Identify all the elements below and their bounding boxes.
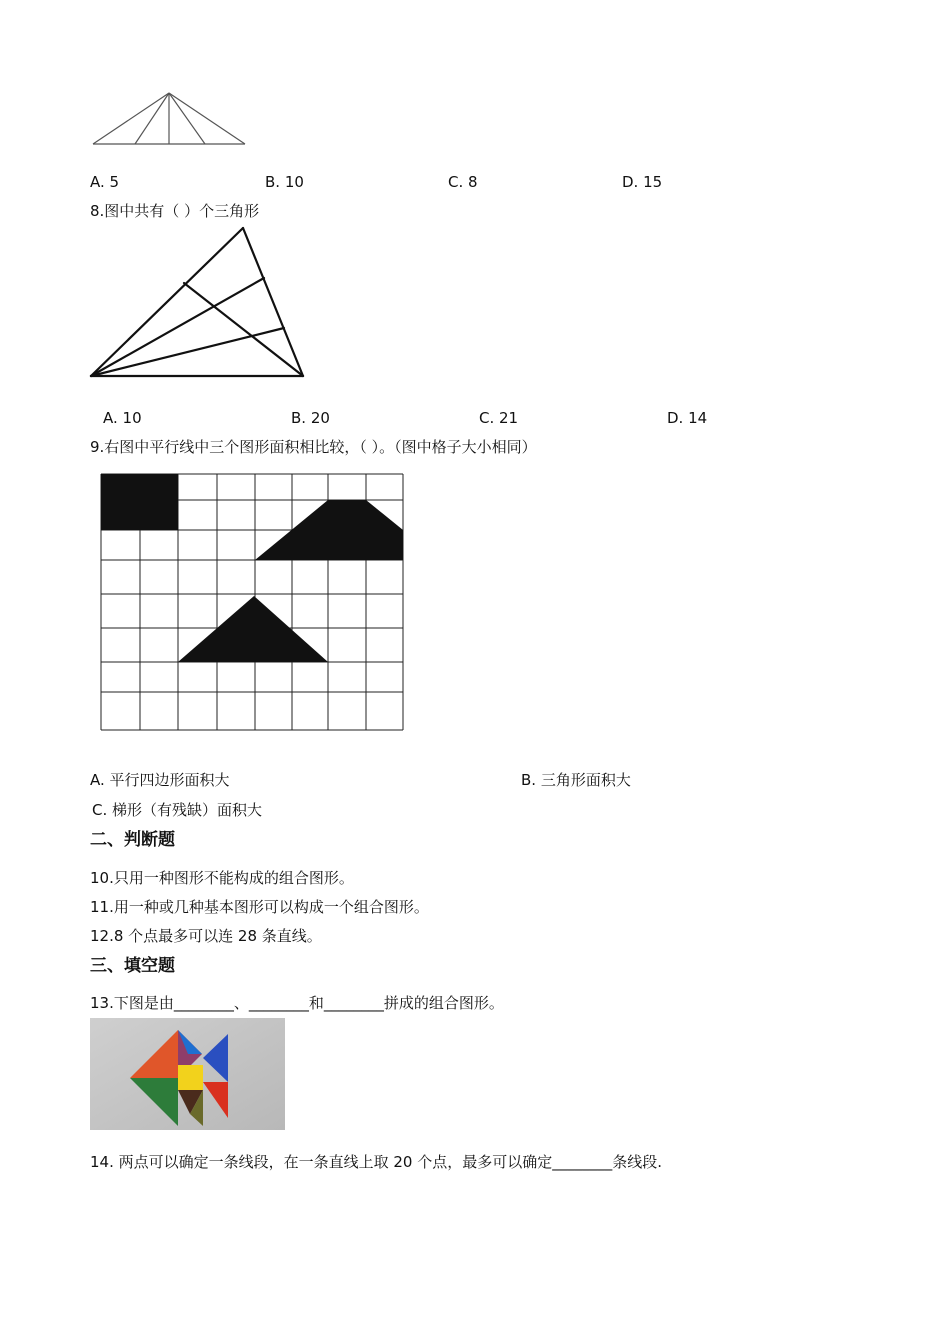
section2-heading: 二、判断题 xyxy=(90,830,175,850)
q11-text: 11.用一种或几种基本图形可以构成一个组合图形。 xyxy=(90,898,429,916)
q9-option-a[interactable]: A. 平行四边形面积大 xyxy=(90,771,230,789)
triangle-lines-figure xyxy=(88,225,308,380)
q7-option-c[interactable]: C. 8 xyxy=(448,173,478,191)
q8-stem: 8.图中共有（ ）个三角形 xyxy=(90,202,260,220)
q9-stem: 9.右图中平行线中三个图形面积相比较，（ ）。（图中格子大小相同） xyxy=(90,438,537,456)
grid-shapes-figure xyxy=(98,472,408,740)
q8-option-b[interactable]: B. 20 xyxy=(291,409,330,427)
q8-option-d[interactable]: D. 14 xyxy=(667,409,708,427)
q12-text: 12.8 个点最多可以连 28 条直线。 xyxy=(90,927,322,945)
q7-option-d[interactable]: D. 15 xyxy=(622,173,663,191)
q13-text: 13.下图是由________、________和________拼成的组合图形。 xyxy=(90,994,504,1012)
black-square xyxy=(101,474,178,530)
q14-text: 14. 两点可以确定一条线段，在一条直线上取 20 个点，最多可以确定________条线段. xyxy=(90,1153,663,1171)
q10-text: 10.只用一种图形不能构成的组合图形。 xyxy=(90,869,354,887)
q8-option-c[interactable]: C. 21 xyxy=(479,409,519,427)
q9-option-b[interactable]: B. 三角形面积大 xyxy=(521,771,631,789)
tangram-fish-image xyxy=(90,1018,285,1130)
section3-heading: 三、填空题 xyxy=(90,956,175,976)
q9-option-c[interactable]: C. 梯形（有残缺）面积大 xyxy=(92,801,263,819)
black-triangle xyxy=(178,596,328,662)
q7-option-a[interactable]: A. 5 xyxy=(90,173,120,191)
fan-triangle-figure xyxy=(90,90,250,150)
q7-option-b[interactable]: B. 10 xyxy=(265,173,304,191)
q8-option-a[interactable]: A. 10 xyxy=(103,409,142,427)
